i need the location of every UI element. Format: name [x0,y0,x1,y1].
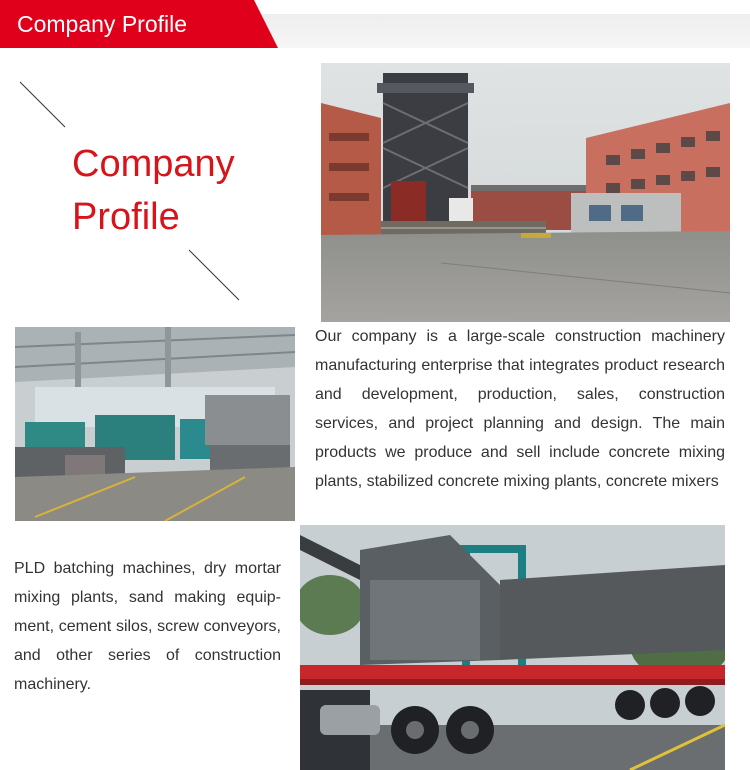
workshop-interior-photo [15,327,295,521]
section-heading: Company Profile [72,143,235,238]
factory-exterior-photo [321,63,730,322]
banner-title: Company Profile [17,11,188,37]
intro-paragraph: Our company is a large-scale construction machinery manufacturing enterprise that integrates product research and development, production, sales, construction services, and project planning and design. The main products we produce and sell include concrete mixing plants, stabilized concrete mixing plants, concrete mixers [315,328,725,490]
mixer-truck-photo [300,525,725,770]
decorative-line-bottom [187,248,243,304]
products-paragraph: PLD batching machines, dry mortar mixing plants, sand making equipment, cement silos, screw conveyors, and other series of construction machinery. [14,560,281,693]
decorative-line-top [18,80,68,130]
